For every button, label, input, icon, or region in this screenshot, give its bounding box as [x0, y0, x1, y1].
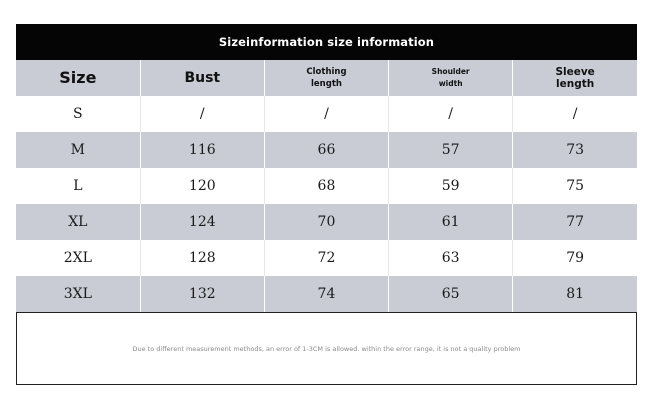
cell-clothing-length: 66: [264, 132, 388, 168]
table-row: [16, 276, 637, 312]
table-row: [16, 204, 637, 240]
cell-sleeve-length: 79: [513, 240, 637, 276]
cell-size: L: [16, 168, 140, 204]
header-sleeve-length-line2: length: [556, 78, 595, 90]
measurement-note: Due to different measurement methods, an error of 1-3CM is allowed. within the error range, it is not a quality problem: [132, 344, 521, 353]
cell-shoulder-width: 61: [389, 204, 513, 240]
table-row: [16, 168, 637, 204]
cell-clothing-length: 68: [264, 168, 388, 204]
header-bust: Bust: [140, 60, 264, 96]
header-row: [16, 60, 637, 96]
header-sleeve-length: [513, 60, 637, 96]
title-row: [16, 24, 637, 60]
header-shoulder-width: [389, 60, 513, 96]
cell-sleeve-length: 81: [513, 276, 637, 312]
cell-shoulder-width: /: [389, 96, 513, 132]
cell-shoulder-width: 65: [389, 276, 513, 312]
cell-shoulder-width: 57: [389, 132, 513, 168]
size-chart-table: [16, 24, 637, 312]
cell-size: M: [16, 132, 140, 168]
cell-sleeve-length: 75: [513, 168, 637, 204]
cell-bust: 116: [140, 132, 264, 168]
cell-sleeve-length: /: [513, 96, 637, 132]
cell-bust: 128: [140, 240, 264, 276]
cell-size: 2XL: [16, 240, 140, 276]
cell-sleeve-length: 77: [513, 204, 637, 240]
cell-bust: 132: [140, 276, 264, 312]
table-row: [16, 132, 637, 168]
header-shoulder-width-line2: width: [438, 79, 463, 88]
cell-bust: 124: [140, 204, 264, 240]
header-sleeve-length-line1: Sleeve: [555, 66, 595, 78]
cell-size: 3XL: [16, 276, 140, 312]
cell-clothing-length: 74: [264, 276, 388, 312]
header-clothing-length-line2: length: [311, 79, 342, 89]
cell-bust: /: [140, 96, 264, 132]
cell-shoulder-width: 59: [389, 168, 513, 204]
chart-title: Sizeinformation size information: [16, 24, 637, 60]
cell-clothing-length: 72: [264, 240, 388, 276]
cell-size: XL: [16, 204, 140, 240]
table-row: [16, 240, 637, 276]
header-clothing-length: [264, 60, 388, 96]
header-shoulder-width-line1: Shoulder: [431, 67, 470, 76]
cell-size: S: [16, 96, 140, 132]
table-row: [16, 96, 637, 132]
cell-sleeve-length: 73: [513, 132, 637, 168]
cell-clothing-length: 70: [264, 204, 388, 240]
header-clothing-length-line1: Clothing: [306, 67, 347, 77]
cell-clothing-length: /: [264, 96, 388, 132]
measurement-note-box: [16, 312, 637, 385]
cell-shoulder-width: 63: [389, 240, 513, 276]
cell-bust: 120: [140, 168, 264, 204]
header-size: Size: [16, 60, 140, 96]
